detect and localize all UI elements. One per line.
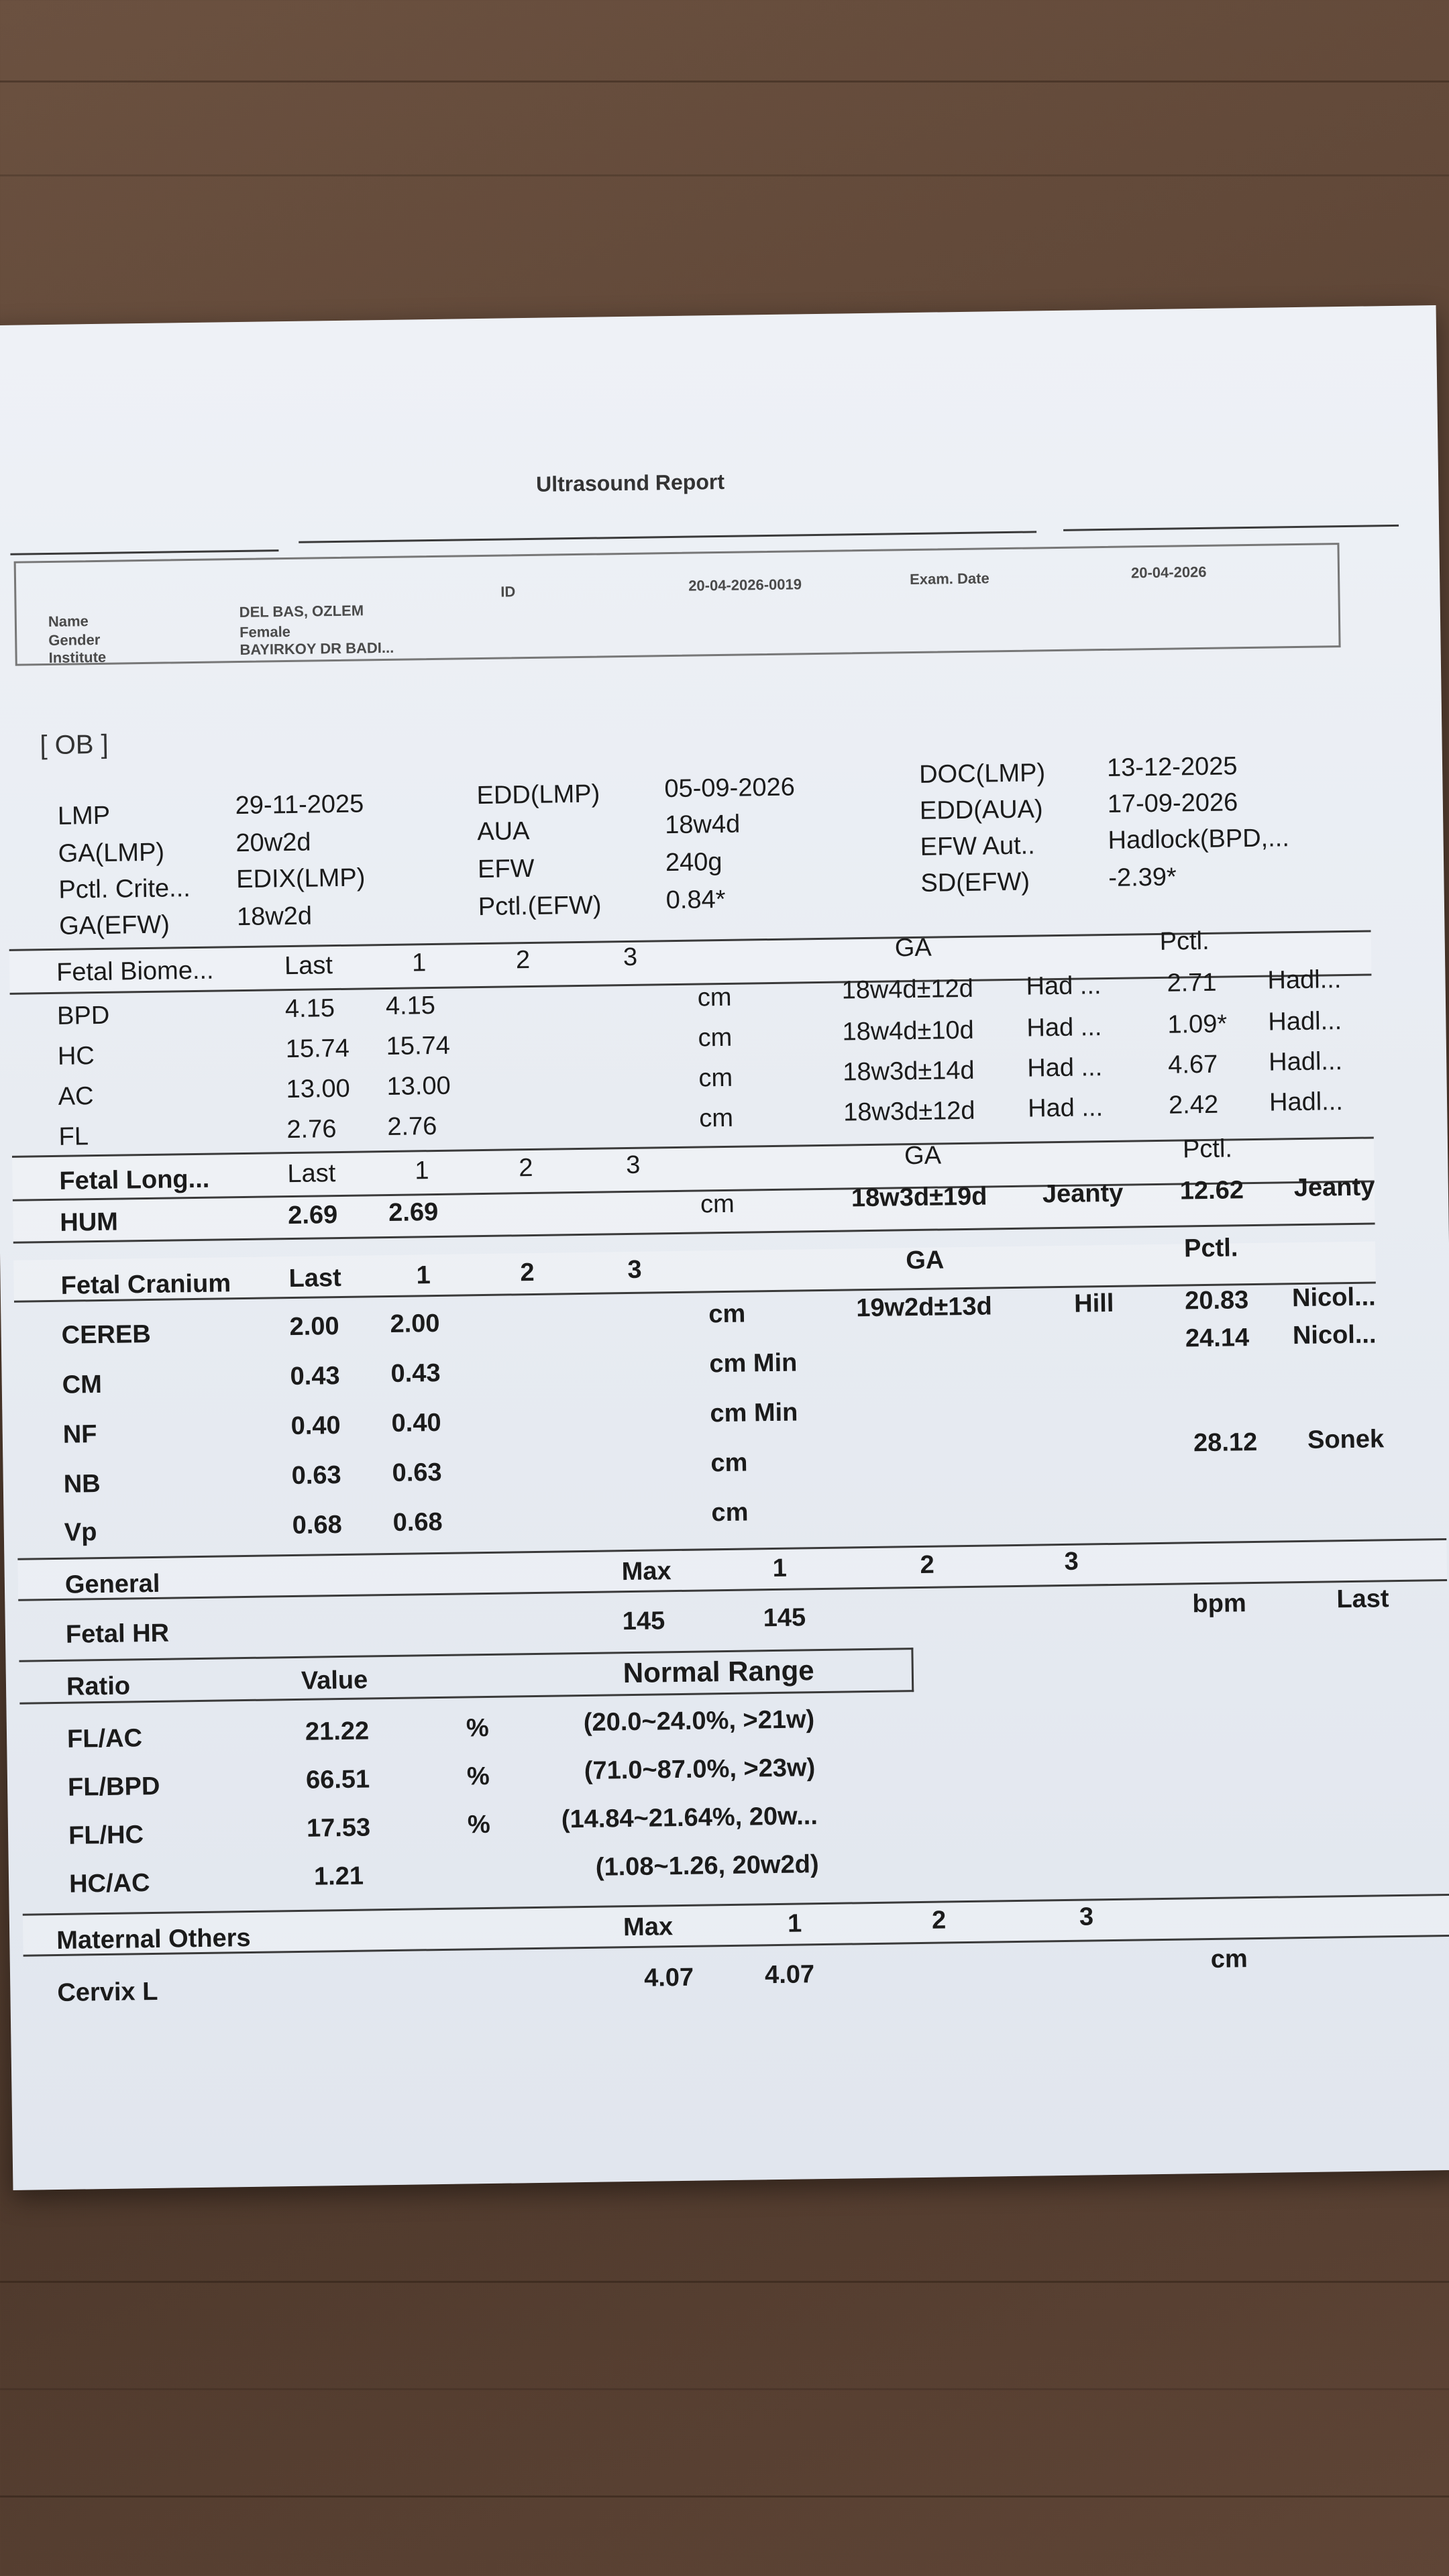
bpd-unit: cm <box>697 983 732 1012</box>
fl-hc-pct: % <box>467 1810 491 1839</box>
ga-efw-label: GA(EFW) <box>58 910 170 941</box>
long-col-ga: GA <box>904 1141 942 1171</box>
long-col-pctl: Pctl. <box>1182 1134 1233 1164</box>
fetal-hr-last: Last <box>1336 1585 1389 1614</box>
vp-v1: 0.68 <box>392 1507 443 1537</box>
cervix-name: Cervix L <box>57 1977 158 2007</box>
efw-label: EFW <box>477 854 535 884</box>
cervix-unit: cm <box>1210 1945 1248 1974</box>
general-col-max: Max <box>621 1557 672 1587</box>
general-col-3: 3 <box>1064 1547 1079 1576</box>
fl-name: FL <box>58 1122 89 1151</box>
pctl-efw-label: Pctl.(EFW) <box>478 891 602 922</box>
cereb-ga-ref: Hill <box>1073 1289 1114 1318</box>
ac-pctl-ref: Hadl... <box>1268 1047 1343 1077</box>
aua-value: 18w4d <box>664 810 741 840</box>
fl-hc-value: 17.53 <box>306 1813 371 1843</box>
gender-value: Female <box>239 623 291 641</box>
nb-name: NB <box>63 1470 101 1499</box>
bpd-ga-ref: Had ... <box>1026 971 1102 1001</box>
bpd-v1: 4.15 <box>385 991 436 1021</box>
cereb-ga: 19w2d±13d <box>855 1292 993 1323</box>
col-ga: GA <box>894 933 932 963</box>
nb-pctl-ref: Sonek <box>1307 1425 1385 1454</box>
hc-ac-range: (1.08~1.26, 20w2d) <box>595 1850 819 1882</box>
fl-ac-value: 21.22 <box>305 1717 370 1746</box>
maternal-col-1: 1 <box>787 1909 802 1938</box>
pctl-efw-value: 0.84* <box>665 885 726 915</box>
cranium-col-last: Last <box>288 1263 342 1293</box>
cereb-pctl-ref: Nicol... <box>1291 1283 1376 1313</box>
fl-unit: cm <box>699 1104 734 1133</box>
fl-bpd-name: FL/BPD <box>67 1772 160 1802</box>
fetal-hr-max: 145 <box>622 1607 665 1636</box>
fl-bpd-range: (71.0~87.0%, >23w) <box>584 1754 816 1785</box>
nf-last: 0.40 <box>290 1411 341 1441</box>
cereb-unit: cm <box>708 1299 746 1329</box>
edd-lmp-label: EDD(LMP) <box>476 780 600 810</box>
cervix-max: 4.07 <box>643 1963 694 1992</box>
nf-name: NF <box>62 1420 97 1449</box>
fetal-hr-name: Fetal HR <box>65 1619 170 1649</box>
cm-pctl-ref: Nicol... <box>1292 1320 1377 1350</box>
fl-v1: 2.76 <box>387 1112 437 1141</box>
sd-efw-value: -2.39* <box>1108 863 1177 892</box>
institute-label: Institute <box>48 648 107 666</box>
ob-section-title: [ OB ] <box>40 729 109 761</box>
cranium-col-3: 3 <box>627 1255 642 1285</box>
maternal-col-max: Max <box>623 1913 674 1942</box>
fl-last: 2.76 <box>286 1115 337 1144</box>
long-title: Fetal Long... <box>59 1165 210 1195</box>
edd-aua-value: 17-09-2026 <box>1107 788 1238 818</box>
report-title: Ultrasound Report <box>535 469 725 496</box>
nf-unit: cm Min <box>710 1398 798 1428</box>
general-title: General <box>64 1569 160 1599</box>
hum-pctl: 12.62 <box>1179 1176 1244 1205</box>
cm-unit: cm Min <box>709 1348 798 1379</box>
cm-pctl: 24.14 <box>1185 1324 1250 1353</box>
ratio-col-value: Value <box>301 1666 368 1695</box>
cereb-name: CEREB <box>61 1320 152 1350</box>
col-pctl: Pctl. <box>1159 926 1210 956</box>
name-value: DEL BAS, OZLEM <box>239 602 364 621</box>
lmp-label: LMP <box>57 801 111 830</box>
cm-v1: 0.43 <box>390 1358 441 1388</box>
ac-last: 13.00 <box>286 1074 351 1104</box>
hc-ac-value: 1.21 <box>313 1862 364 1891</box>
bpd-name: BPD <box>56 1001 110 1030</box>
id-label: ID <box>500 583 516 600</box>
ga-efw-value: 18w2d <box>236 902 313 932</box>
ac-ga-ref: Had ... <box>1027 1053 1103 1083</box>
fetal-hr-v1: 145 <box>763 1603 806 1633</box>
aua-label: AUA <box>477 816 530 847</box>
general-col-2: 2 <box>920 1550 935 1579</box>
fl-pctl: 2.42 <box>1168 1090 1219 1120</box>
efw-value: 240g <box>665 847 722 877</box>
efw-aut-label: EFW Aut.. <box>920 831 1036 861</box>
exam-date-label: Exam. Date <box>909 570 989 588</box>
fl-ga-ref: Had ... <box>1027 1093 1104 1123</box>
hum-v1: 2.69 <box>388 1197 439 1227</box>
pctl-criteria-label: Pctl. Crite... <box>58 874 191 904</box>
cranium-col-2: 2 <box>520 1258 535 1287</box>
fl-ac-name: FL/AC <box>66 1724 143 1754</box>
long-col-last: Last <box>287 1159 336 1189</box>
cranium-col-pctl: Pctl. <box>1183 1234 1238 1263</box>
maternal-col-3: 3 <box>1079 1902 1094 1931</box>
id-value: 20-04-2026-0019 <box>688 576 802 594</box>
ga-lmp-label: GA(LMP) <box>58 838 165 868</box>
hc-ga-ref: Had ... <box>1026 1013 1102 1042</box>
cm-last: 0.43 <box>290 1362 340 1391</box>
cervix-v1: 4.07 <box>764 1960 815 1990</box>
hc-ga: 18w4d±10d <box>842 1016 975 1046</box>
patient-info-box <box>14 543 1341 666</box>
fl-bpd-value: 66.51 <box>305 1765 370 1794</box>
hc-unit: cm <box>698 1023 733 1053</box>
ratio-title: Ratio <box>66 1672 131 1701</box>
cm-name: CM <box>62 1370 103 1399</box>
general-col-1: 1 <box>772 1554 788 1583</box>
biometry-title: Fetal Biome... <box>56 956 214 987</box>
col-last: Last <box>284 951 333 981</box>
hum-last: 2.69 <box>287 1201 338 1230</box>
col-1: 1 <box>411 949 427 977</box>
ac-ga: 18w3d±14d <box>843 1056 975 1087</box>
name-label: Name <box>48 612 89 630</box>
doc-lmp-label: DOC(LMP) <box>918 759 1046 789</box>
report-paper <box>0 305 1449 2190</box>
nf-v1: 0.40 <box>391 1408 441 1438</box>
bpd-last: 4.15 <box>284 994 335 1024</box>
exam-date-value: 20-04-2026 <box>1130 563 1207 582</box>
hc-v1: 15.74 <box>386 1031 451 1061</box>
ac-v1: 13.00 <box>386 1071 451 1102</box>
hc-name: HC <box>57 1042 95 1071</box>
long-col-2: 2 <box>519 1153 533 1183</box>
fl-ac-range: (20.0~24.0%, >21w) <box>583 1705 815 1737</box>
edd-lmp-value: 05-09-2026 <box>664 773 796 804</box>
cereb-pctl: 20.83 <box>1184 1286 1249 1316</box>
cranium-col-ga: GA <box>906 1246 945 1275</box>
hum-ga-ref: Jeanty <box>1042 1179 1124 1209</box>
efw-aut-value: Hadlock(BPD,... <box>1108 824 1290 855</box>
nb-last: 0.63 <box>291 1461 341 1491</box>
fl-ac-pct: % <box>466 1713 490 1743</box>
hc-last: 15.74 <box>285 1034 350 1064</box>
fl-hc-range: (14.84~21.64%, 20w... <box>561 1802 818 1834</box>
fetal-hr-unit: bpm <box>1192 1589 1246 1619</box>
hum-name: HUM <box>60 1208 119 1237</box>
nb-v1: 0.63 <box>392 1458 442 1487</box>
vp-unit: cm <box>711 1498 749 1527</box>
edd-aua-label: EDD(AUA) <box>919 795 1043 825</box>
hum-pctl-ref: Jeanty <box>1293 1173 1375 1203</box>
cereb-v1: 2.00 <box>390 1309 440 1338</box>
fl-ga: 18w3d±12d <box>843 1096 975 1127</box>
gender-label: Gender <box>48 631 101 649</box>
cranium-col-1: 1 <box>416 1261 431 1290</box>
ac-unit: cm <box>698 1063 733 1093</box>
institute-value: BAYIRKOY DR BADI... <box>239 639 394 658</box>
cranium-title: Fetal Cranium <box>60 1269 231 1300</box>
hum-ga: 18w3d±19d <box>851 1182 987 1213</box>
fl-bpd-pct: % <box>466 1762 490 1791</box>
ga-lmp-value: 20w2d <box>235 828 311 858</box>
hc-ac-name: HC/AC <box>68 1869 150 1898</box>
ratio-col-range: Normal Range <box>623 1654 814 1689</box>
nb-unit: cm <box>710 1448 748 1478</box>
fl-pctl-ref: Hadl... <box>1269 1087 1344 1117</box>
col-2: 2 <box>515 946 531 975</box>
sd-efw-label: SD(EFW) <box>920 867 1030 898</box>
hum-unit: cm <box>700 1189 735 1219</box>
maternal-title: Maternal Others <box>56 1923 251 1955</box>
cereb-last: 2.00 <box>289 1312 339 1342</box>
fl-hc-name: FL/HC <box>68 1821 144 1850</box>
bpd-pctl: 2.71 <box>1167 968 1217 998</box>
vp-last: 0.68 <box>292 1511 342 1540</box>
lmp-value: 29-11-2025 <box>235 790 364 820</box>
bpd-ga: 18w4d±12d <box>841 974 974 1005</box>
nb-pctl: 28.12 <box>1193 1428 1258 1458</box>
ac-name: AC <box>58 1082 94 1111</box>
doc-lmp-value: 13-12-2025 <box>1106 752 1238 782</box>
col-3: 3 <box>623 943 638 972</box>
pctl-criteria-value: EDIX(LMP) <box>235 863 366 894</box>
hc-pctl-ref: Hadl... <box>1268 1007 1342 1036</box>
hc-pctl: 1.09* <box>1167 1010 1228 1039</box>
ac-pctl: 4.67 <box>1167 1050 1218 1079</box>
maternal-col-2: 2 <box>931 1906 947 1935</box>
bpd-pctl-ref: Hadl... <box>1267 965 1342 995</box>
long-col-1: 1 <box>415 1157 429 1185</box>
vp-name: Vp <box>64 1518 97 1547</box>
long-col-3: 3 <box>625 1150 641 1180</box>
